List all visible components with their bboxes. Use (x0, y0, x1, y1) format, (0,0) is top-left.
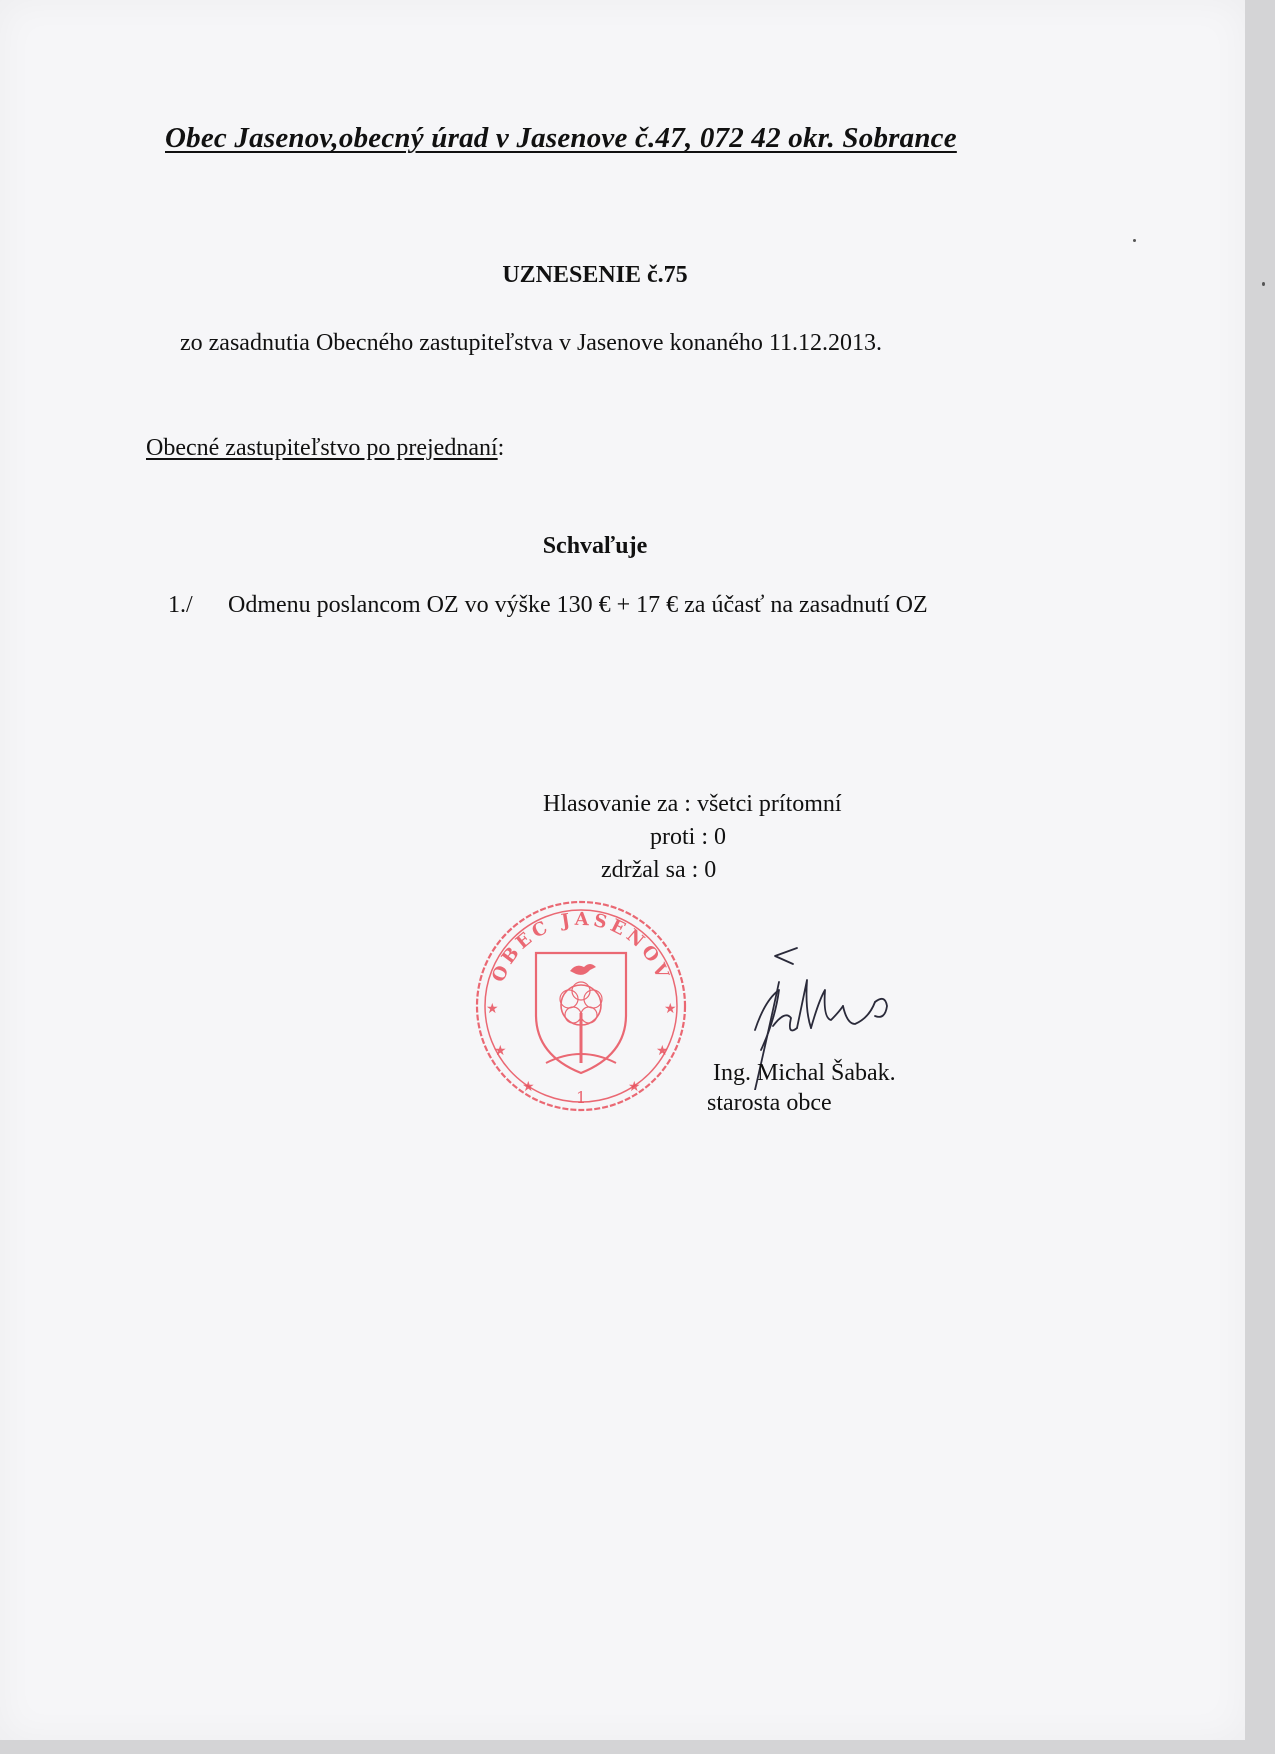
decision-item (168, 592, 928, 619)
voting-for: Hlasovanie za : všetci prítomní (543, 791, 842, 817)
svg-text:1: 1 (576, 1088, 587, 1107)
svg-text:★: ★ (522, 1079, 535, 1095)
svg-text:★: ★ (664, 1001, 677, 1017)
council-intro (146, 435, 504, 462)
official-stamp (470, 895, 692, 1117)
voting-abstained: zdržal sa : 0 (601, 857, 717, 883)
council-intro-colon: : (497, 435, 505, 461)
decision-item-text: Odmenu poslancom OZ vo výške 130 € + 17 € za účasť na zasadnutí OZ (228, 592, 928, 618)
scan-speck (1133, 239, 1136, 242)
bird-icon (570, 964, 596, 975)
svg-text:★: ★ (494, 1043, 507, 1059)
resolution-title: UZNESENIE č.75 (502, 262, 688, 288)
signer-role: starosta obce (707, 1090, 832, 1116)
scan-speck (1262, 282, 1265, 286)
svg-text:★: ★ (656, 1043, 669, 1059)
signer-name: Ing. Michal Šabak. (713, 1060, 896, 1086)
resolution-subtitle: zo zasadnutia Obecného zastupiteľstva v Jasenove konaného 11.12.2013. (180, 330, 882, 356)
voting-against: proti : 0 (650, 824, 726, 850)
svg-text:OBEC JASENOV: OBEC JASENOV (487, 908, 675, 986)
municipality-header: Obec Jasenov,obecný úrad v Jasenove č.47, 072 42 okr. Sobrance (165, 122, 957, 154)
svg-text:★: ★ (628, 1079, 641, 1095)
svg-text:★: ★ (486, 1001, 499, 1017)
decision-item-number: 1./ (168, 592, 193, 618)
council-intro-text: Obecné zastupiteľstvo po prejednaní (146, 435, 498, 461)
approves-heading: Schvaľuje (542, 533, 648, 559)
